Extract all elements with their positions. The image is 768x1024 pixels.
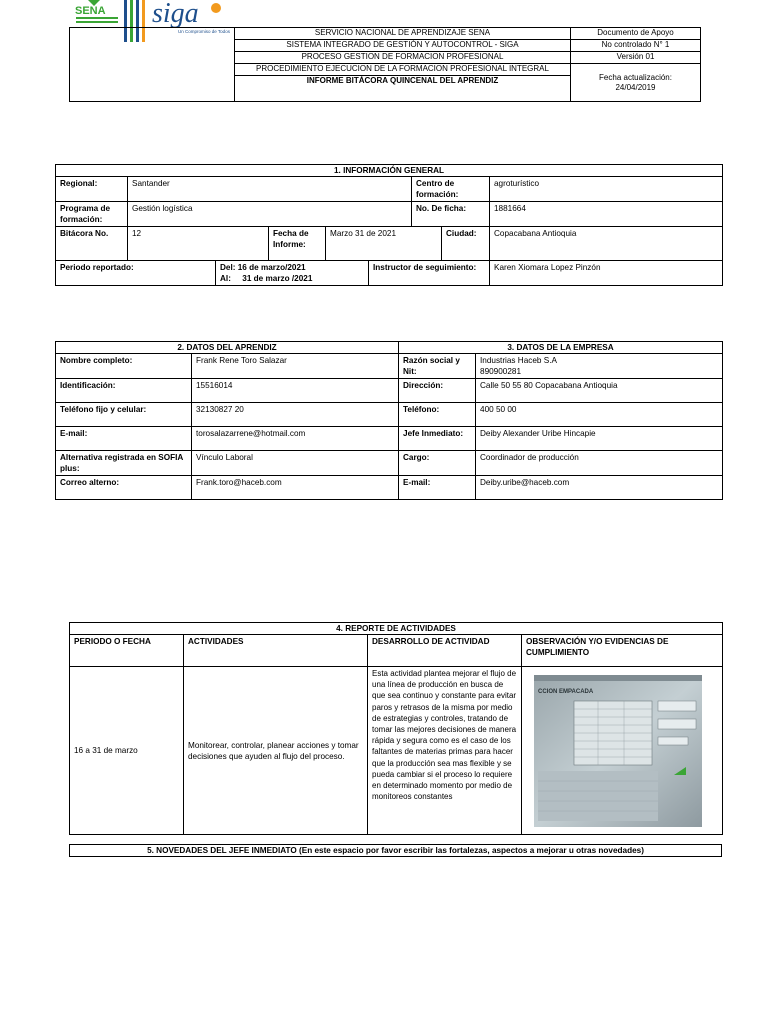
photo-title: CCION EMPACADA [538, 689, 594, 695]
aprendiz-label: Correo alterno: [56, 476, 192, 500]
aprendiz-value: Vínculo Laboral [192, 451, 399, 476]
aprendiz-value: Frank Rene Toro Salazar [192, 354, 399, 379]
desarrollo-cell: Esta actividad plantea mejorar el flujo de una línea de producción en busca de que sea continuo y constante para evitar paros y retrasos de la misma por medio de estrategias y controles, tratando de tomar las mejores decisiones de manera rápida y segura como es el caso de los faltantes de materias primas para hacer que la producción sea mas flexible y se pueda cambiar si el proceso lo requiere en determinado momento por medio de monitoreos constantes [368, 667, 522, 835]
aprendiz-label: Nombre completo: [56, 354, 192, 379]
header-line-3: PROCESO GESTION DE FORMACION PROFESIONAL [235, 52, 571, 64]
aprendiz-value: torosalazarrene@hotmail.com [192, 427, 399, 451]
col-actividades: ACTIVIDADES [184, 635, 368, 667]
instructor-value: Karen Xiomara Lopez Pinzón [490, 261, 723, 286]
update-date: 24/04/2019 [615, 82, 656, 92]
empresa-title: 3. DATOS DE LA EMPRESA [399, 342, 723, 354]
aprendiz-label: E-mail: [56, 427, 192, 451]
doc-version: Versión 01 [571, 52, 701, 64]
aprendiz-title: 2. DATOS DEL APRENDIZ [56, 342, 399, 354]
novedades-title: 5. NOVEDADES DEL JEFE INMEDIATO (En este espacio por favor escribir las fortalezas, aspectos a mejorar u otras novedades) [70, 845, 722, 857]
empresa-razon: Industrias Haceb S.A [480, 356, 557, 365]
programa-label: Programa de formación: [56, 202, 128, 227]
empresa-value: Calle 50 55 80 Copacabana Antioquia [476, 379, 723, 403]
doc-update-cell [571, 64, 701, 102]
empresa-label: Razón social y Nit: [399, 354, 476, 379]
col-desarrollo: DESARROLLO DE ACTIVIDAD [368, 635, 522, 667]
instructor-label: Instructor de seguimiento: [369, 261, 490, 286]
regional-value: Santander [128, 177, 412, 202]
empresa-value: 400 50 00 [476, 403, 723, 427]
sena-logo-text: SENA [75, 5, 106, 17]
ciudad-value: Copacabana Antioquia [490, 227, 723, 261]
evidencia-photo [526, 671, 712, 827]
col-periodo: PERIODO O FECHA [70, 635, 184, 667]
empresa-value: Deiby.uribe@haceb.com [476, 476, 723, 500]
header-line-5: INFORME BITÁCORA QUINCENAL DEL APRENDIZ [235, 76, 571, 102]
centro-label: Centro de formación: [412, 177, 490, 202]
empresa-value: Deiby Alexander Uribe Hincapie [476, 427, 723, 451]
aprendiz-value: 32130827 20 [192, 403, 399, 427]
empresa-label: Jefe Inmediato: [399, 427, 476, 451]
aprendiz-label: Teléfono fijo y celular: [56, 403, 192, 427]
actividades-table [69, 622, 723, 835]
col-observacion: OBSERVACIÓN Y/O EVIDENCIAS DE CUMPLIMIENTO [522, 635, 723, 667]
empresa-label: Dirección: [399, 379, 476, 403]
empresa-label: E-mail: [399, 476, 476, 500]
novedades-table [69, 844, 722, 857]
actividad-cell: Monitorear, controlar, planear acciones y tomar decisiones que ayuden al flujo del proceso. [184, 667, 368, 835]
siga-logo-text: siga [152, 0, 199, 29]
ciudad-label: Ciudad: [442, 227, 490, 261]
doc-control: No controlado N° 1 [571, 40, 701, 52]
header-table [69, 27, 701, 102]
periodo-cell: 16 a 31 de marzo [70, 667, 184, 835]
empresa-label: Cargo: [399, 451, 476, 476]
aprendiz-label: Alternativa registrada en SOFIA plus: [56, 451, 192, 476]
bitacora-label: Bitácora No. [56, 227, 128, 261]
programa-value: Gestión logística [128, 202, 412, 227]
datos-table [55, 341, 723, 500]
update-label: Fecha actualización: [599, 72, 672, 82]
empresa-label: Teléfono: [399, 403, 476, 427]
aprendiz-value: 15516014 [192, 379, 399, 403]
empresa-value [476, 354, 723, 379]
aprendiz-value: Frank.toro@haceb.com [192, 476, 399, 500]
empresa-value: Coordinador de producción [476, 451, 723, 476]
header-line-2: SISTEMA INTEGRADO DE GESTIÓN Y AUTOCONTROL - SIGA [235, 40, 571, 52]
periodo-al: Al: 31 de marzo /2021 [220, 274, 313, 283]
periodo-del: Del: 16 de marzo/2021 [220, 263, 306, 272]
ficha-value: 1881664 [490, 202, 723, 227]
doc-type: Documento de Apoyo [571, 28, 701, 40]
evidencia-cell [522, 667, 723, 835]
fecha-label: Fecha de Informe: [269, 227, 326, 261]
header-line-1: SERVICIO NACIONAL DE APRENDIZAJE SENA [235, 28, 571, 40]
general-info-title: 1. INFORMACIÓN GENERAL [56, 165, 723, 177]
general-info-table [55, 164, 723, 286]
fecha-value: Marzo 31 de 2021 [326, 227, 442, 261]
regional-label: Regional: [56, 177, 128, 202]
actividades-title: 4. REPORTE DE ACTIVIDADES [70, 623, 723, 635]
header-logo-cell [70, 28, 235, 102]
header-line-4: PROCEDIMIENTO EJECUCION DE LA FORMACION PROFESIONAL INTEGRAL [235, 64, 571, 76]
periodo-value [216, 261, 369, 286]
empresa-nit: 890900281 [480, 367, 521, 376]
siga-tagline: Un Compromiso de Todos [178, 29, 230, 34]
bitacora-value: 12 [128, 227, 269, 261]
ficha-label: No. De ficha: [412, 202, 490, 227]
periodo-label: Periodo reportado: [56, 261, 216, 286]
centro-value: agroturístico [490, 177, 723, 202]
aprendiz-label: Identificación: [56, 379, 192, 403]
